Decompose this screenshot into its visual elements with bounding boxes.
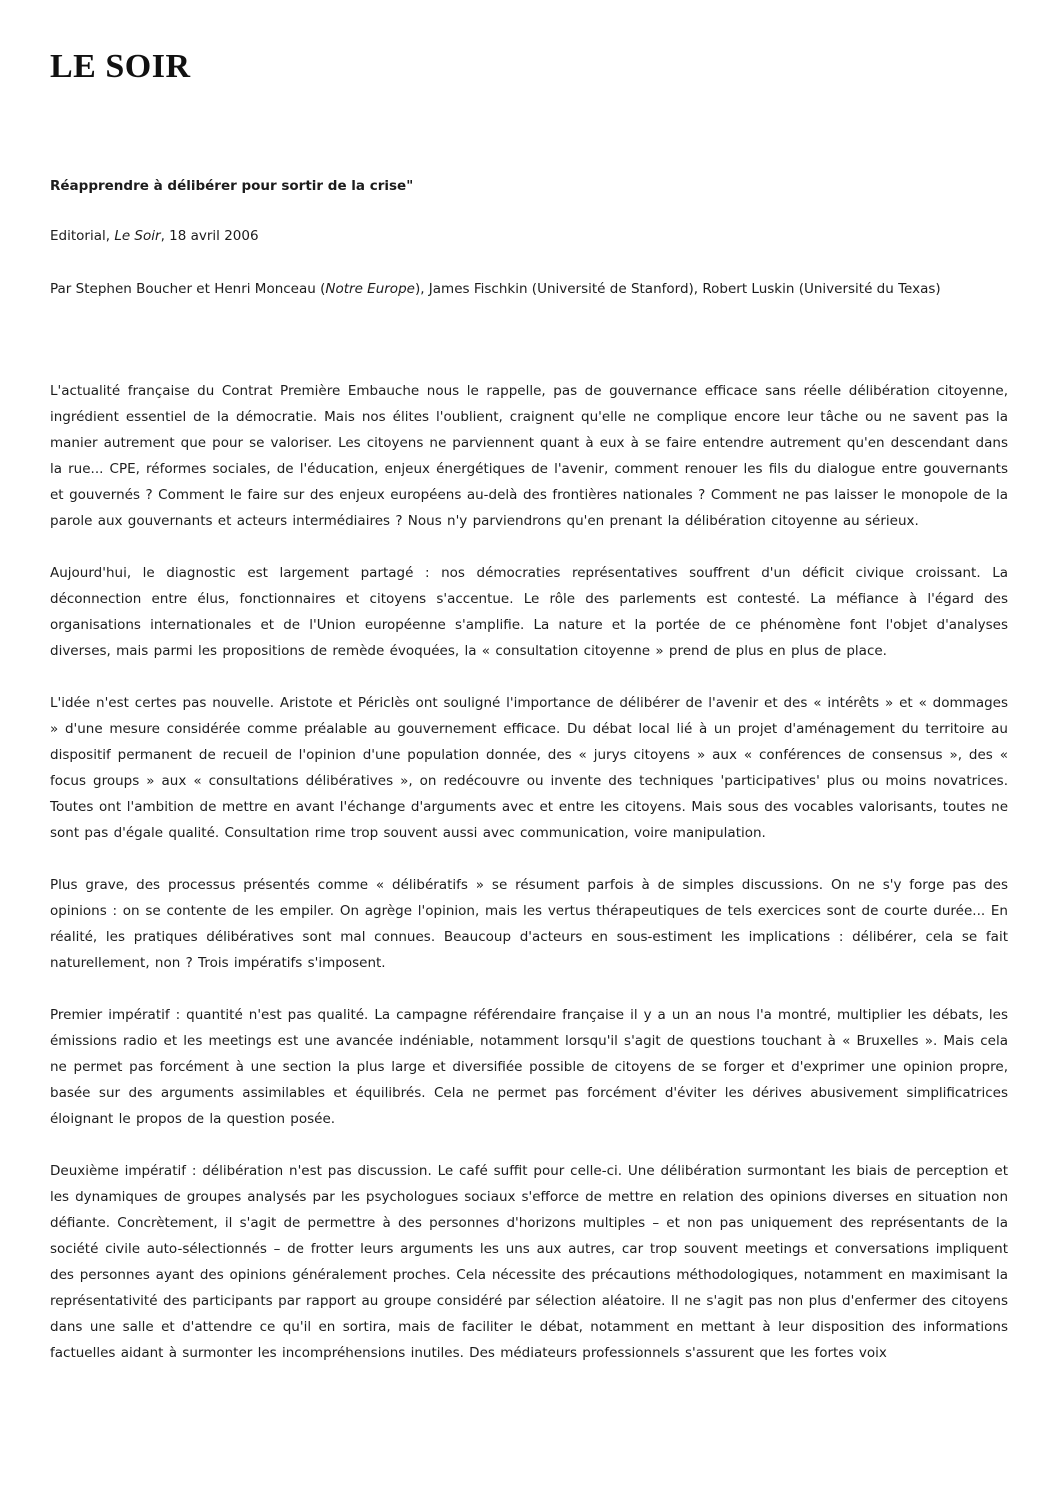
paragraph: Deuxième impératif : délibération n'est pas discussion. Le café suffit pour celle-ci. Une délibération surmontant les biais de perception et les dynamiques de groupes analysés par les psychologues sociaux s'efforce de mettre en relation des opinions diverses en situation non défiante. Concrètement, il s'agit de permettre à des personnes d'horizons multiples – et non pas uniquement des représentants de la société civile auto-sélectionnés – de frotter leurs arguments les uns aux autres, car trop souvent meetings et conversations impliquent des personnes ayant des opinions généralement proches. Cela nécessite des précautions méthodologiques, notamment en maximisant la représentativité des participants par rapport au groupe considéré par sélection aléatoire. Il ne s'agit pas non plus d'enfermer des citoyens dans une salle et d'attendre ce qu'il en sortira, mais de faciliter le débat, notamment en mettant à leur disposition des informations factuelles aidant à surmonter les incompréhensions inutiles. Des médiateurs professionnels s'assurent que les fortes voix xyxy=(50,1163,1008,1361)
paragraph: Plus grave, des processus présentés comme « délibératifs » se résument parfois à de simples discussions. On ne s'y forge pas des opinions : on se contente de les empiler. On agrège l'opinion, mais les vertus thérapeutiques de tels exercices sont de courte durée... En réalité, les pratiques délibératives sont mal connues. Beaucoup d'acteurs en sous-estiment les implications : délibérer, cela se fait naturellement, non ? Trois impératifs s'imposent. xyxy=(50,877,1008,971)
paragraph: L'idée n'est certes pas nouvelle. Aristote et Périclès ont souligné l'importance de délibérer de l'avenir et des « intérêts » et « dommages » d'une mesure considérée comme préalable au gouvernement efficace. Du débat local lié à un projet d'aménagement du territoire au dispositif permanent de recueil de l'opinion d'une population donnée, des « jurys citoyens » aux « conférences de consensus », des « focus groups » aux « consultations délibératives », on redécouvre ou invente des techniques 'participatives' plus ou moins novatrices. Toutes ont l'ambition de mettre en avant l'échange d'arguments avec et entre les citoyens. Mais sous des vocables valorisants, toutes ne sont pas d'égale qualité. Consultation rime trop souvent aussi avec communication, voire manipulation. xyxy=(50,695,1008,841)
byline-authors-post: ), James Fischkin (Université de Stanford), Robert Luskin (Université du Texas) xyxy=(414,281,941,297)
meta-label: Editorial, xyxy=(50,228,115,244)
paragraph: Aujourd'hui, le diagnostic est largement partagé : nos démocraties représentatives souffrent d'un déficit civique croissant. La déconnection entre élus, fonctionnaires et citoyens s'accentue. Le rôle des parlements est contesté. La méfiance à l'égard des organisations internationales et de l'Union européenne s'amplifie. La nature et la portée de ce phénomène font l'objet d'analyses diverses, mais parmi les propositions de remède évoquées, la « consultation citoyenne » prend de plus en plus de place. xyxy=(50,565,1008,659)
paragraph: L'actualité française du Contrat Première Embauche nous le rappelle, pas de gouvernance efficace sans réelle délibération citoyenne, ingrédient essentiel de la démocratie. Mais nos élites l'oublient, craignent qu'elle ne complique encore leur tâche ou ne savent pas la manier autrement que pour se valoriser. Les citoyens ne parviennent quant à eux à se faire entendre autrement qu'en descendant dans la rue... CPE, réformes sociales, de l'éducation, enjeux énergétiques de l'avenir, comment renouer les fils du dialogue entre gouvernants et gouvernés ? Comment le faire sur des enjeux européens au-delà des frontières nationales ? Comment ne pas laisser le monopole de la parole aux gouvernants et acteurs intermédiaires ? Nous n'y parviendrons qu'en prenant la délibération citoyenne au sérieux. xyxy=(50,383,1008,529)
article-meta xyxy=(50,228,1008,244)
article-body xyxy=(50,378,1008,1366)
article-byline xyxy=(50,276,1008,302)
article-title: Réapprendre à délibérer pour sortir de la crise" xyxy=(50,178,414,194)
meta-date: , 18 avril 2006 xyxy=(160,228,259,244)
byline-organization: Notre Europe xyxy=(325,281,415,297)
newspaper-masthead: LE SOIR xyxy=(50,48,191,85)
byline-authors-pre: Par Stephen Boucher et Henri Monceau ( xyxy=(50,281,326,297)
paragraph: Premier impératif : quantité n'est pas qualité. La campagne référendaire française il y a un an nous l'a montré, multiplier les débats, les émissions radio et les meetings est une avancée indéniable, notamment lorsqu'il s'agit de questions touchant à « Bruxelles ». Mais cela ne permet pas forcément à une section la plus large et diversifiée possible de citoyens de se forger et d'exprimer une opinion propre, basée sur des arguments assimilables et équilibrés. Cela ne permet pas forcément d'éviter les dérives abusivement simplificatrices éloignant le propos de la question posée. xyxy=(50,1007,1008,1127)
meta-source: Le Soir xyxy=(114,228,161,244)
